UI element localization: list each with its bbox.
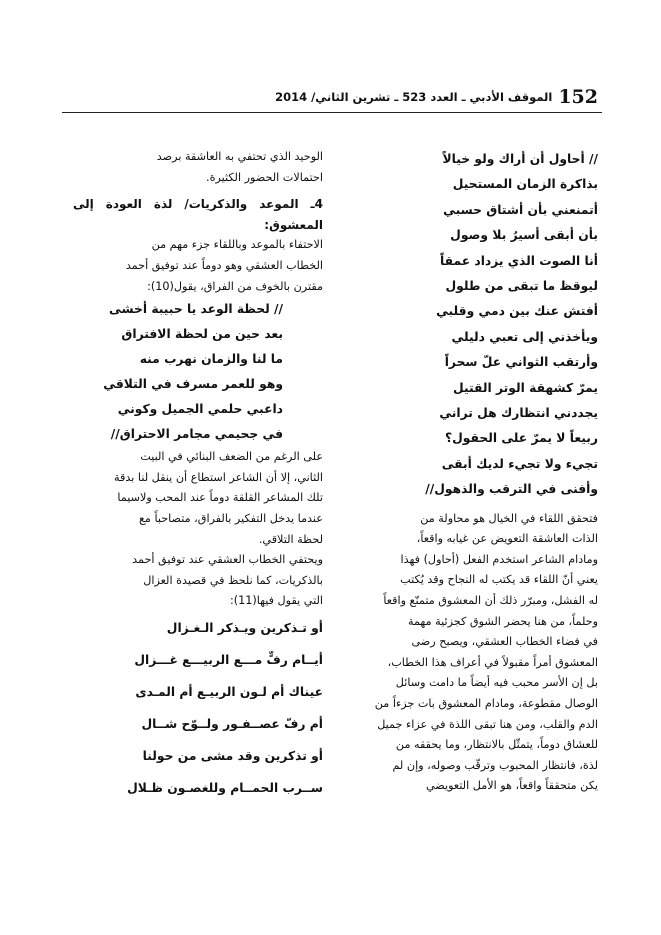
header-rule [62, 112, 602, 113]
text-line: يكن متحققاً واقعاً، هو الأمل التعويضي [425, 779, 598, 793]
text-line: لحظة التلاقي. [258, 532, 323, 546]
poem-line: وهو للعمر مسرف في التلاقي [103, 377, 283, 392]
text-line: مقترن بالخوف من الفراق، يقول(10): [147, 279, 323, 293]
text-line: يعني أنّ اللقاء قد يكتب له النجاح وقد يُكتب [400, 573, 598, 587]
poem-line: بأن أبقى أسيرُ بلا وصول [450, 228, 598, 243]
poem-block [73, 612, 323, 804]
poem-line: ويأخذني إلى تعبي دليلي [451, 329, 598, 344]
poem-line: // لحظة الوعد يا حبيبة أخشى [109, 302, 283, 317]
text-line: لذة، فانتظار المحبوب وترقّب وصوله، وإن لم [392, 758, 598, 772]
text-line: الدم والقلب، ومن هنا تبقى اللذة في عزاء جميل [377, 717, 598, 731]
poem-line: داعبي حلمي الجميل وكوني [117, 402, 283, 417]
poem-line: في جحيمي مجامر الاحتراق// [110, 427, 283, 442]
poem-line: ربيعاً لا يمرّ على الحقول؟ [445, 431, 598, 446]
intro-paragraph [73, 147, 323, 188]
text-line: تلك المشاعر القلقة دوماً عند المحب ولاسيما [117, 491, 323, 505]
text-line: في فضاء الخطاب العشقي، ويصبح رضى [411, 635, 598, 649]
section-subheading: 4ـ الموعد والذكريات/ لذة العودة إلى المعشوق: [73, 197, 323, 232]
poem-line: أتمنعني بأن أشتاق حسبي [443, 202, 598, 217]
body-paragraph [73, 235, 323, 297]
poem-line: عيناك أم لـون الربيـع أم المـدى [135, 684, 323, 699]
body-paragraph [73, 447, 323, 550]
text-line: الوحيد الذي تحتفي به العاشقة برصد [156, 150, 323, 163]
page-number: 152 [558, 86, 598, 108]
poem-line: أم رفّ عصــفـور ولــوّح شــال [141, 716, 323, 731]
text-line: احتمالات الحضور الكثيرة. [206, 170, 323, 184]
poem-line: أفتش عنك بين دمي وقلبي [436, 304, 598, 319]
left-column [73, 147, 323, 804]
text-line: الذات العاشقة التعويض عن غيابه واقعاً، [416, 532, 598, 546]
poem-line: بذاكرة الزمان المستحيل [452, 177, 598, 192]
text-line: الخطاب العشقي وهو دوماً عند توفيق أحمد [125, 258, 323, 272]
poem-line: وأرتقب الثواني علّ سحراً [444, 355, 598, 370]
poem-line: يجددني انتظارك هل تراني [439, 406, 598, 421]
text-line: فتحقق اللقاء في الخيال هو محاولة من [420, 511, 598, 525]
poem-line: تجيء ولا تجيء لديك أبقى [441, 456, 598, 471]
body-paragraph [354, 509, 598, 797]
text-line: وحلماً، من هنا يحضر الشوق كجزئية مهمة [407, 614, 598, 628]
text-line: بالذكريات، كما نلحظ في قصيدة العزال [143, 573, 323, 587]
poem-line: أنا الصوت الذي يزداد عمقاً [439, 253, 598, 268]
poem-line: ســرب الحمــام وللغصـون ظـلال [127, 780, 323, 795]
poem-line: أو تـذكرين ويـذكر الـغـزال [166, 620, 323, 635]
text-line: بل إن الأسر محبب فيه أيضاً ما دامت وسائل [395, 676, 598, 690]
poem-line: يمرّ كشهقة الوتر القتيل [453, 380, 598, 395]
text-line: ويحتفي الخطاب العشقي عند توفيق أحمد [132, 553, 323, 567]
poem-line: بعد حين من لحظة الافتراق [121, 327, 283, 342]
text-line: الوصال مقطوعة، ومادام المعشوق بات جزءاً من [374, 697, 598, 711]
text-line: التي يقول فيها(11): [229, 594, 323, 608]
poem-line: // أحاول أن أراك ولو خيالاً [442, 152, 598, 166]
text-line: على الرغم من الضعف البنائي في البيت [140, 450, 323, 464]
poem-line: ما لنا والزمان نهرب منه [139, 352, 283, 367]
poem-line: أيــام رفٍّ مـــع الربيـــع غـــزال [134, 652, 323, 667]
poem-line: أو تذكرين وقد مشى من حولنا [142, 748, 323, 763]
poem-line: ليوقظ ما تبقى من طلول [445, 279, 598, 294]
text-line: الثاني، إلا أن الشاعر استطاع أن ينقل لنا بدقة [114, 470, 323, 484]
body-paragraph [73, 550, 323, 612]
text-line: الاحتفاء بالموعد وباللقاء جزء مهم من [151, 238, 323, 252]
right-column [354, 147, 598, 797]
text-line: له الفشل، ومبرّر ذلك أن المعشوق متمنّع واقعاً [383, 594, 598, 608]
poem-block [354, 147, 598, 503]
text-line: عندما يدخل التفكير بالفراق، متصاحباً مع [138, 511, 323, 525]
running-title: الموقف الأدبي ـ العدد 523 ـ تشرين الثاني/ 2014 [275, 90, 553, 104]
poem-block [73, 297, 323, 447]
page-header [275, 84, 598, 110]
text-line: ومادام الشاعر استخدم الفعل (أحاول) فهذا [400, 552, 598, 566]
text-line: المعشوق أمراً مقبولاً في أعراف هذا الخطاب، [387, 655, 598, 669]
text-line: للعشاق دوماً، يتمثّل بالانتظار، وما يحققه من [395, 738, 598, 752]
poem-line: وأفنى في الترقب والذهول// [425, 482, 598, 497]
